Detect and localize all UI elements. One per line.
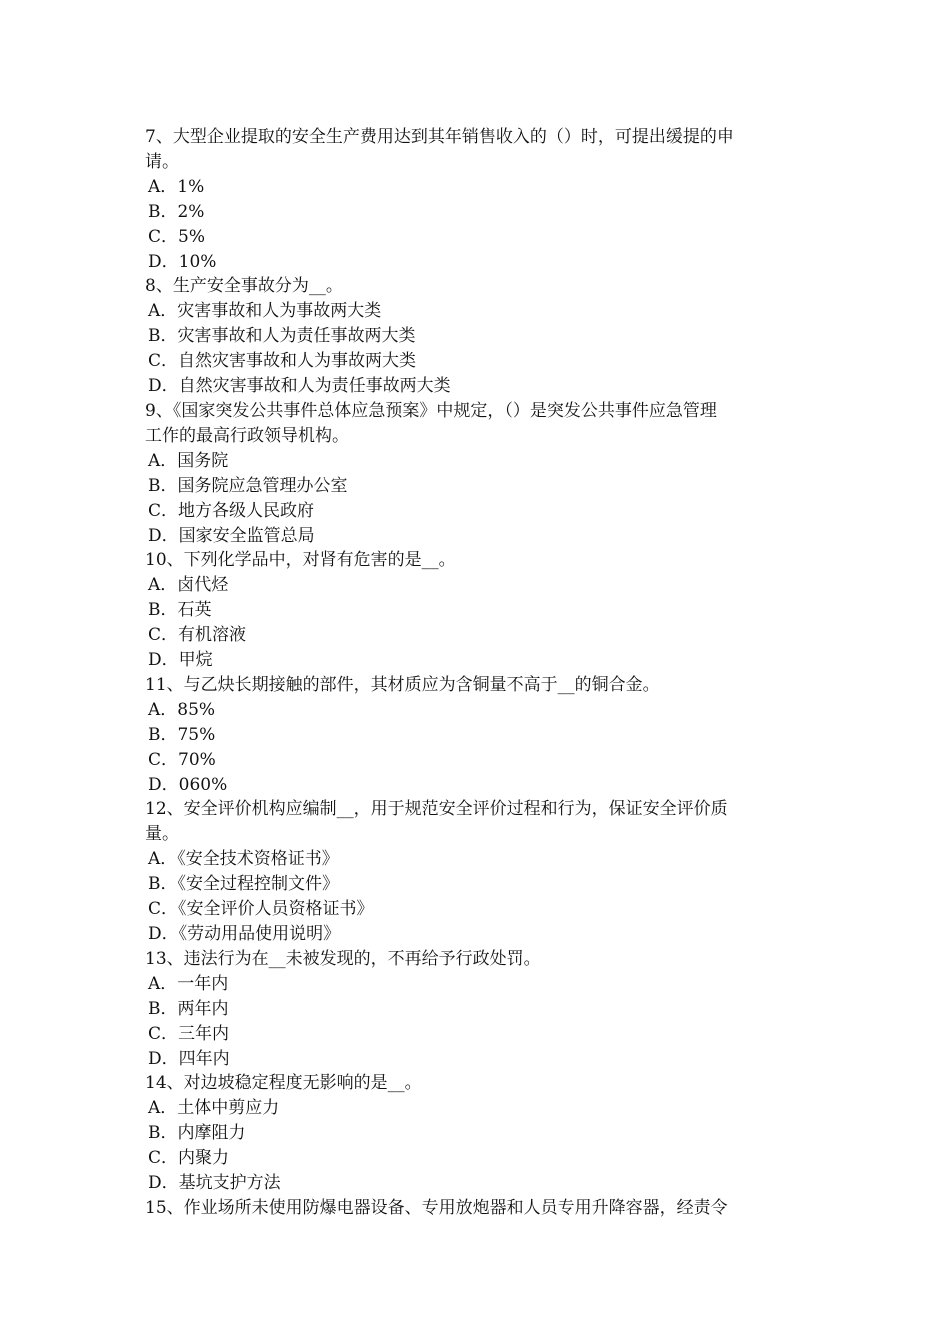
question-stem: 15、作业场所未使用防爆电器设备、专用放炮器和人员专用升降容器，经责令 [145,1197,728,1218]
question-14 [145,1071,810,1196]
option-d: D．10% [148,251,217,272]
option-b: B．灾害事故和人为责任事故两大类 [148,326,416,347]
option-a: A．85% [148,699,216,720]
option-c: C．内聚力 [148,1148,230,1169]
option-d: D．基坑支护方法 [148,1173,281,1194]
question-stem: 请。 [145,151,179,172]
option-c: C．有机溶液 [148,625,247,646]
option-c: C．自然灾害事故和人为事故两大类 [148,351,417,372]
option-a: A．土体中剪应力 [148,1098,280,1119]
question-stem: 7、大型企业提取的安全生产费用达到其年销售收入的（）时，可提出缓提的申 [145,127,734,147]
question-9 [145,399,810,548]
question-stem: 11、与乙炔长期接触的部件，其材质应为含铜量不高于__的铜合金。 [145,674,660,695]
option-b: B．两年内 [148,998,229,1019]
question-15 [145,1196,810,1221]
option-c: C．5% [148,226,205,247]
option-b: B．《安全过程控制文件》 [148,874,339,895]
question-stem: 13、违法行为在__未被发现的，不再给予行政处罚。 [145,948,541,969]
option-c: C．地方各级人民政府 [148,500,315,521]
option-c: C．《安全评价人员资格证书》 [148,899,374,920]
question-stem: 12、安全评价机构应编制__，用于规范安全评价过程和行为，保证安全评价质 [145,799,728,820]
option-a: A．1% [148,176,205,197]
question-7 [145,125,810,274]
option-b: B．石英 [148,600,212,621]
option-d: D．060% [148,774,228,795]
question-10 [145,548,810,673]
question-11 [145,673,810,798]
option-c: C．三年内 [148,1023,230,1044]
question-stem: 9、《国家突发公共事件总体应急预案》中规定，（）是突发公共事件应急管理 [145,400,717,421]
option-d: D．《劳动用品使用说明》 [148,924,341,944]
question-stem: 14、对边坡稳定程度无影响的是__。 [145,1073,422,1094]
option-b: B．国务院应急管理办公室 [148,475,348,496]
option-a: A．国务院 [148,450,229,471]
option-d: D．甲烷 [148,650,213,671]
question-8 [145,274,810,399]
option-b: B．内摩阻力 [148,1123,246,1144]
question-stem: 10、下列化学品中，对肾有危害的是__。 [145,550,456,571]
option-d: D．四年内 [148,1048,230,1069]
option-b: B．2% [148,201,205,222]
option-c: C．70% [148,749,216,770]
option-b: B．75% [148,724,216,745]
question-stem: 量。 [145,824,179,845]
option-a: A．卤代烃 [148,575,229,596]
question-stem: 8、生产安全事故分为__。 [145,276,343,297]
option-a: A．《安全技术资格证书》 [148,849,339,870]
option-a: A．一年内 [148,973,229,994]
question-13 [145,947,810,1072]
option-a: A．灾害事故和人为事故两大类 [148,301,382,322]
document-page [145,125,810,1221]
option-d: D．国家安全监管总局 [148,525,315,546]
question-stem: 工作的最高行政领导机构。 [145,425,349,446]
question-12 [145,797,810,946]
option-d: D．自然灾害事故和人为责任事故两大类 [148,376,451,397]
